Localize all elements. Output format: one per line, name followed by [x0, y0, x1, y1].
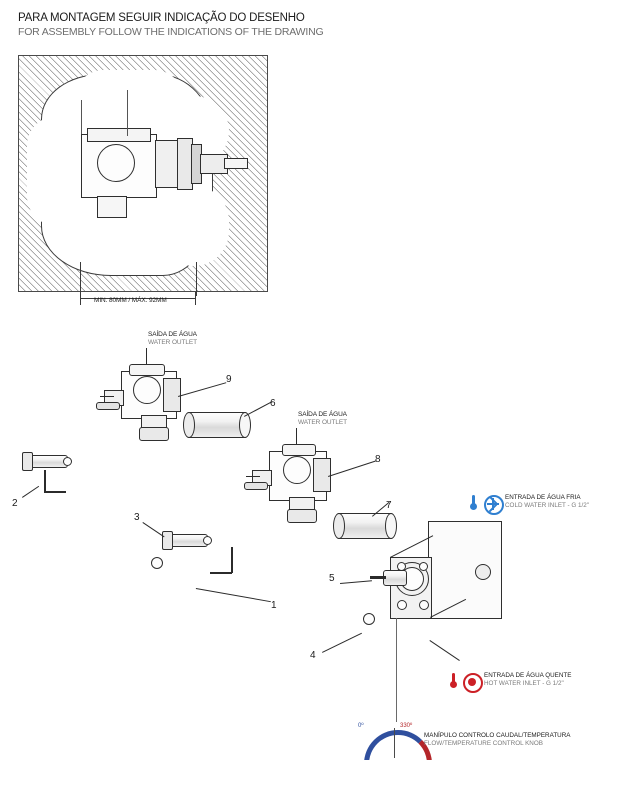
valve-body-upper-spindle: [96, 402, 120, 410]
wall-section-view: [18, 55, 268, 292]
washer-2: [63, 457, 72, 466]
wall-depth-dimension-text: MIN. 80MM / MÁX. 92MM: [94, 297, 167, 304]
screw-3-head: [162, 531, 173, 550]
legend-hot-water-inlet-en: HOT WATER INLET - G 1/2": [484, 680, 564, 687]
screw-2-head: [22, 452, 33, 471]
hot-thermometer-icon: [450, 673, 457, 687]
cold-thermometer-icon: [470, 495, 477, 509]
header-line-pt: PARA MONTAGEM SEGUIR INDICAÇÃO DO DESENHO: [18, 12, 305, 24]
legend-flow-temperature-knob-pt: MANÍPULO CONTROLO CAUDAL/TEMPERATURA: [424, 732, 571, 739]
valve-body-upper-outlet-port: [129, 364, 165, 376]
callout-water-outlet-top: [148, 331, 197, 347]
valve-body-mid-spindle: [244, 482, 268, 490]
part-number-1: 1: [271, 600, 277, 611]
legend-cold-water-inlet: [505, 494, 589, 510]
snowflake-icon: [484, 495, 504, 515]
callout-water-outlet-mid-en: WATER OUTLET: [298, 419, 347, 426]
leader-3: [142, 522, 164, 537]
allen-key-2-vertical: [44, 470, 46, 492]
leader-6: [244, 401, 273, 417]
screw-3: [168, 534, 208, 547]
legend-flow-temperature-knob-en: FLOW/TEMPERATURE CONTROL KNOB: [424, 740, 543, 747]
leader-2: [22, 486, 39, 498]
mixer-body-edge-top: [390, 535, 433, 558]
leader-hot-inlet: [429, 640, 459, 661]
leader-5: [340, 580, 372, 584]
mixer-spindle-5: [383, 570, 407, 586]
allen-key-2-horizontal: [44, 491, 66, 493]
flow-temperature-knob-icon: [358, 726, 432, 758]
mixer-body-screw-hole-br: [419, 600, 429, 610]
washer-1: [151, 557, 163, 569]
filter-cartridge-6-end-left: [183, 412, 195, 438]
heat-icon: [463, 673, 483, 693]
leader-8: [328, 461, 376, 477]
wall-recess-fill-bottom: [74, 206, 184, 272]
valve-body-upper-hex-nut: [139, 427, 169, 441]
washer-3: [203, 536, 212, 545]
valve-body-upper-bore: [133, 376, 161, 404]
assembly-instruction-header: [18, 12, 438, 38]
leader-9: [178, 382, 226, 397]
wall-recess-fill-top: [74, 70, 184, 130]
callout-water-outlet-top-en: WATER OUTLET: [148, 339, 197, 346]
part-number-3: 3: [134, 512, 140, 523]
header-line-en: FOR ASSEMBLY FOLLOW THE INDICATIONS OF THE DRAWING: [18, 26, 324, 38]
dimension-extension-right: [196, 262, 197, 296]
mixer-spindle-shaft-5: [370, 576, 386, 579]
callout-water-outlet-mid-pt: SAÍDA DE ÁGUA: [298, 411, 347, 418]
embedded-valve-centerline-mid: [127, 90, 128, 136]
part-number-9: 9: [226, 374, 232, 385]
valve-body-mid-hex-nut: [287, 509, 317, 523]
embedded-valve-bore: [97, 144, 135, 182]
knob-axis-line: [396, 618, 397, 722]
embedded-valve-top-plate: [87, 128, 151, 142]
mixer-body-screw-hole-tr: [419, 562, 428, 571]
part-number-2: 2: [12, 498, 18, 509]
part-number-5: 5: [329, 573, 335, 584]
embedded-valve-lower-port: [97, 196, 127, 218]
knob-angle-start: 0º: [358, 723, 364, 729]
filter-cartridge-7-end-left: [333, 513, 345, 539]
allen-key-1-horizontal: [210, 572, 232, 574]
washer-4: [363, 613, 375, 625]
part-number-6: 6: [270, 398, 276, 409]
legend-cold-water-inlet-pt: ENTRADA DE ÁGUA FRIA: [505, 494, 581, 501]
wall-recess-fill-left: [27, 116, 87, 226]
part-number-7: 7: [386, 500, 392, 511]
legend-cold-water-inlet-en: COLD WATER INLET - G 1/2": [505, 502, 589, 509]
valve-body-upper-stem: [100, 396, 114, 397]
valve-body-mid-stem: [246, 476, 260, 477]
leader-4: [322, 633, 362, 653]
part-number-4: 4: [310, 650, 316, 661]
embedded-valve-cartridge-housing: [155, 140, 179, 188]
mixer-body-screw-hole-bl: [397, 600, 407, 610]
legend-hot-water-inlet: [484, 672, 571, 688]
dimension-extension-left: [80, 262, 81, 296]
screw-2: [28, 455, 68, 468]
callout-water-outlet-mid: [298, 411, 347, 427]
mixer-body-side-port: [475, 564, 491, 580]
part-number-8: 8: [375, 454, 381, 465]
callout-water-outlet-top-pt: SAÍDA DE ÁGUA: [148, 331, 197, 338]
embedded-valve-stem-tip: [224, 158, 248, 169]
legend-flow-temperature-knob: [424, 732, 570, 748]
allen-key-1-vertical: [231, 547, 233, 573]
valve-body-mid-bore: [283, 456, 311, 484]
knob-angle-end: 330º: [400, 723, 413, 729]
leader-1: [196, 588, 271, 602]
filter-cartridge-7-end-right: [385, 513, 397, 539]
embedded-valve-centerline-left: [81, 100, 82, 134]
valve-body-mid-outlet-port: [282, 444, 316, 456]
legend-hot-water-inlet-pt: ENTRADA DE ÁGUA QUENTE: [484, 672, 572, 679]
